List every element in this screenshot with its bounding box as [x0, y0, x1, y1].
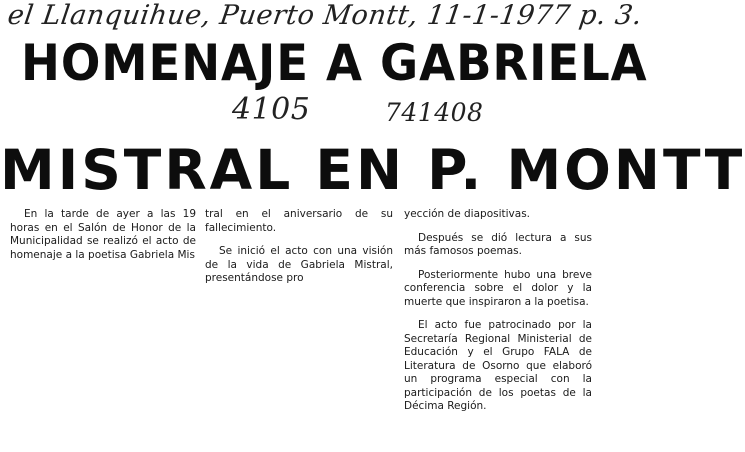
article-column-3: [404, 208, 592, 424]
article-column-1: [10, 208, 196, 272]
headline-line-2: MISTRAL EN P. MONTT: [0, 138, 745, 202]
article-paragraph: yección de diapositivas.: [404, 208, 530, 220]
article-paragraph: Posteriormente hubo una breve conferencia sobre el dolor y la muerte que inspiraron a la poetisa.: [404, 268, 592, 308]
article-paragraph: En la tarde de ayer a las 19 horas en el Salón de Honor de la Municipalidad se realizó el acto de homenaje a la poetisa Gabriela Mis: [10, 208, 196, 261]
article-paragraph: Se inició el acto con una visión de la vida de Gabriela Mistral, presentándose pro: [205, 245, 393, 284]
article-column-2: [205, 208, 393, 296]
article-paragraph: tral en el aniversario de su fallecimiento.: [205, 208, 393, 234]
headline-line-1: HOMENAJE A GABRIELA: [21, 34, 648, 92]
article-paragraph: Después se dió lectura a sus más famosos poemas.: [404, 231, 592, 257]
handwritten-catalog-number: 4105: [232, 92, 311, 127]
handwritten-source-annotation: el Llanquihue, Puerto Montt, 11-1-1977 p. 3.: [5, 0, 645, 31]
article-paragraph: El acto fue patrocinado por la Secretaría Regional Ministerial de Educación y el Grupo FALA de Literatura de Osorno que elaboró un programa especial con la participación de los poetas de la Décima Región.: [404, 319, 592, 412]
handwritten-reference-number: 741408: [385, 98, 484, 127]
